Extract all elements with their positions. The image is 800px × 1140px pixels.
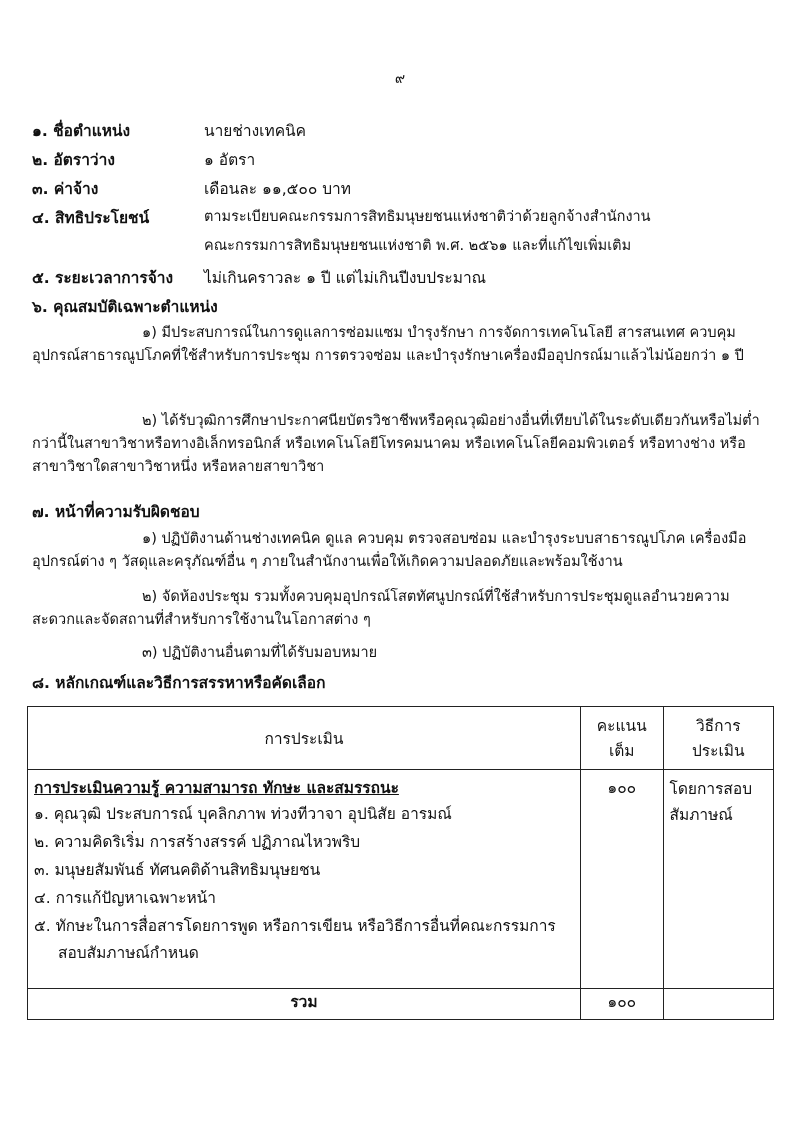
assessment-item-3: ๓. มนุษยสัมพันธ์ ทัศนคติด้านสิทธิมนุษยชน [34, 861, 321, 879]
header-method [663, 707, 773, 770]
method-cell [663, 770, 773, 989]
field-wage-value: เดือนละ ๑๑,๕๐๐ บาท [204, 180, 351, 198]
page-number: ๙ [394, 71, 406, 87]
header-method-line1: วิธีการ [695, 717, 741, 735]
header-assessment: การประเมิน [28, 707, 581, 770]
assessment-section-title: การประเมินความรู้ ความสามารถ ทักษะ และสมรรถนะ [34, 779, 399, 797]
assessment-item-1: ๑. คุณวุฒิ ประสบการณ์ บุคลิกภาพ ท่วงทีวาจา อุปนิสัย อารมณ์ [34, 805, 452, 823]
selection-heading: ๘. หลักเกณฑ์และวิธีการสรรหาหรือคัดเลือก [32, 674, 326, 692]
total-row [28, 989, 774, 1020]
field-position-label: ๑. ชื่อตำแหน่ง [32, 122, 131, 140]
total-method-empty [663, 989, 773, 1020]
field-wage-label: ๓. ค่าจ้าง [32, 180, 99, 198]
assessment-item-5: ๕. ทักษะในการสื่อสารโดยการพูด หรือการเขียน หรือวิธีการอื่นที่คณะกรรมการ [34, 917, 556, 935]
method-line2: สัมภาษณ์ [669, 806, 733, 824]
field-position-value: นายช่างเทคนิค [204, 122, 307, 140]
full-score-cell: ๑๐๐ [580, 770, 663, 989]
field-benefits-label: ๔. สิทธิประโยชน์ [32, 209, 150, 227]
header-full-score [580, 707, 663, 770]
assessment-cell [28, 770, 581, 989]
field-duration-value: ไม่เกินคราวละ ๑ ปี แต่ไม่เกินปีงบประมาณ [204, 269, 487, 287]
field-duration-label: ๕. ระยะเวลาการจ้าง [32, 269, 174, 287]
qualifications-heading: ๖. คุณสมบัติเฉพาะตำแหน่ง [32, 298, 218, 316]
qualification-item-1: ๑) มีประสบการณ์ในการดูแลการซ่อมแซม บำรุงรักษา การจัดการเทคโนโลยี สารสนเทศ ควบคุมอุปกรณ์สาธารณูปโภคที่ใช้สำหรับการประชุม การตรวจซ่อม และบำรุงรักษาเครื่องมืออุปกรณ์มาแล้วไม่น้อยกว่า ๑ ปี [32, 325, 744, 364]
duties-heading: ๗. หน้าที่ความรับผิดชอบ [32, 503, 200, 521]
duty-item-1: ๑) ปฏิบัติงานด้านช่างเทคนิค ดูแล ควบคุม ตรวจสอบซ่อม และบำรุงระบบสาธารณูปโภค เครื่องมือ อุปกรณ์ต่าง ๆ วัสดุและครุภัณฑ์อื่น ๆ ภายในสำนักงานเพื่อให้เกิดความปลอดภัยและพร้อมใช้งาน [32, 531, 747, 570]
qualification-item-2: ๒) ได้รับวุฒิการศึกษาประกาศนียบัตรวิชาชีพหรือคุณวุฒิอย่างอื่นที่เทียบได้ในระดับเดียวกันหรือไม่ต่ำกว่านี้ในสาขาวิชาหรือทางอิเล็กทรอนิกส์ หรือเทคโนโลยีโทรคมนาคม หรือเทคโนโลยีคอมพิวเตอร์ หรือทางช่าง หรือสาขาวิชาใดสาขาวิชาหนึ่ง หรือหลายสาขาวิชา [32, 413, 760, 475]
table-row [28, 770, 774, 989]
header-full-score-line2: เต็ม [608, 742, 635, 760]
duty-item-3: ๓) ปฏิบัติงานอื่นตามที่ได้รับมอบหมาย [142, 645, 378, 661]
total-label: รวม [28, 989, 581, 1020]
field-vacancy-label: ๒. อัตราว่าง [32, 151, 115, 169]
header-full-score-line1: คะแนน [596, 717, 647, 735]
selection-criteria-table [27, 706, 774, 1020]
total-score: ๑๐๐ [580, 989, 663, 1020]
assessment-item-5-cont: สอบสัมภาษณ์กำหนด [58, 944, 199, 962]
field-benefits-value: ตามระเบียบคณะกรรมการสิทธิมนุษยชนแห่งชาติว่าด้วยลูกจ้างสำนักงาน [204, 209, 651, 225]
table-header-row [28, 707, 774, 770]
header-method-line2: ประเมิน [691, 742, 745, 760]
method-line1: โดยการสอบ [669, 780, 753, 798]
assessment-item-4: ๔. การแก้ปัญหาเฉพาะหน้า [34, 889, 216, 907]
assessment-item-2: ๒. ความคิดริเริ่ม การสร้างสรรค์ ปฏิภาณไหวพริบ [34, 833, 361, 851]
duty-item-2: ๒) จัดห้องประชุม รวมทั้งควบคุมอุปกรณ์โสตทัศนูปกรณ์ที่ใช้สำหรับการประชุมดูแลอำนวยความสะดวกและจัดสถานที่สำหรับการใช้งานในโอกาสต่าง ๆ [32, 589, 730, 628]
field-vacancy-value: ๑ อัตรา [204, 151, 256, 169]
field-benefits-value-cont: คณะกรรมการสิทธิมนุษยชนแห่งชาติ พ.ศ. ๒๕๖๑ และที่แก้ไขเพิ่มเติม [204, 238, 632, 254]
